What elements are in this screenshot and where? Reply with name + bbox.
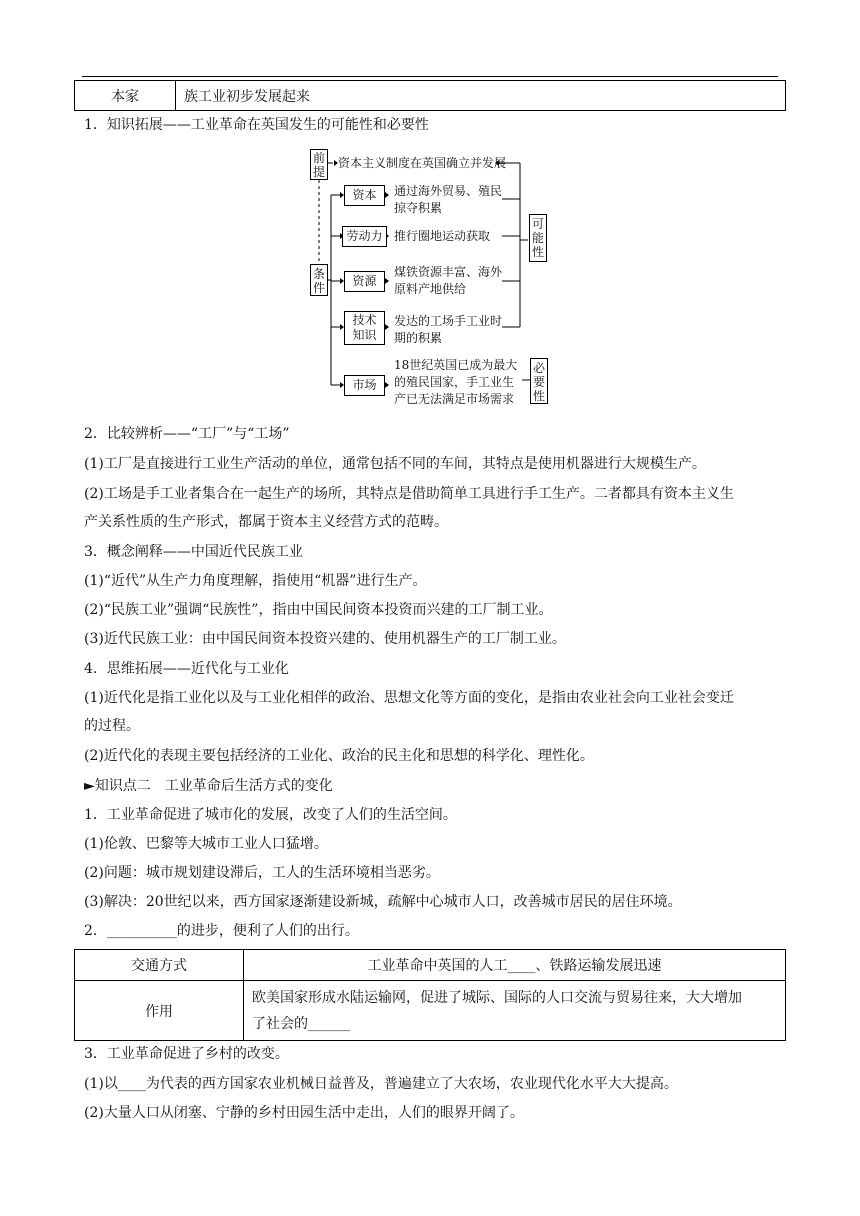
transport-table-header-left: 交通方式 <box>75 950 244 981</box>
para-workshop-1: (2)工场是手工业者集合在一起生产的场所，其特点是借助简单工具进行手工生产。二者都具有资本主义生 <box>84 486 734 502</box>
market-text-1: 18世纪英国已成为最大 <box>394 358 518 372</box>
tech-label-2: 知识 <box>352 328 377 342</box>
transport-effect-line-1: 欧美国家形成水陆运输网，促进了城际、国际的人口交流与贸易往来，大大增加 <box>252 989 742 1006</box>
para-problem: (2)问题：城市规划建设滞后，工人的生活环境相当恶劣。 <box>84 865 440 881</box>
top-table-right: 族工业初步发展起来 <box>176 81 786 111</box>
conditions-box: 条件 <box>310 264 328 296</box>
para-modernization-1: (1)近代化是指工业化以及与工业化相伴的政治、思想文化等方面的变化，是指由农业社会向工业社会变迁 <box>84 690 734 706</box>
resource-box: 资源 <box>344 271 385 292</box>
para-urbanization: 1．工业革命促进了城市化的发展，改变了人们的生活空间。 <box>84 807 457 823</box>
capital-box: 资本 <box>344 185 385 206</box>
labor-box: 劳动力 <box>342 226 387 247</box>
heading-concept: 3．概念阐释——中国近代民族工业 <box>84 544 303 560</box>
transport-table-effect <box>244 981 786 1041</box>
para-modern-national: (3)近代民族工业：由中国民间资本投资兴建的、使用机器生产的工厂制工业。 <box>84 631 566 647</box>
para-rural-1: (1)以____为代表的西方国家农业机械日益普及，普遍建立了大农场，农业现代化水平大大提高。 <box>84 1076 678 1092</box>
capital-text-1: 通过海外贸易、殖民 <box>394 184 503 198</box>
tech-text-2: 期的积累 <box>394 331 443 345</box>
para-modernization-3: (2)近代化的表现主要包括经济的工业化、政治的民主化和思想的科学化、理性化。 <box>84 748 594 764</box>
para-modern: (1)“近代”从生产力角度理解，指使用“机器”进行生产。 <box>84 573 427 589</box>
resource-text-1: 煤铁资源丰富、海外 <box>394 265 503 279</box>
para-national: (2)“民族工业”强调“民族性”，指由中国民间资本投资而兴建的工厂制工业。 <box>84 602 553 618</box>
tech-text-1: 发达的工场手工业时 <box>394 314 503 328</box>
transport-table-header-right: 工业革命中英国的人工____、铁路运输发展迅速 <box>244 950 786 981</box>
para-factory: (1)工厂是直接进行工业生产活动的单位，通常包括不同的车间，其特点是使用机器进行大规模生产。 <box>84 456 706 472</box>
market-text-2: 的殖民国家，手工业生 <box>394 375 515 389</box>
heading-knowledge-point-2: ►知识点二 工业革命后生活方式的变化 <box>84 778 333 794</box>
labor-text-1: 推行圈地运动获取 <box>394 229 491 243</box>
market-box: 市场 <box>344 375 385 396</box>
tech-box <box>344 311 385 345</box>
top-table-left: 本家 <box>75 81 176 111</box>
resource-text-2: 原料产地供给 <box>394 282 467 296</box>
possibility-box: 可能性 <box>529 214 547 262</box>
para-transport-progress: 2．__________的进步，便利了人们的出行。 <box>84 923 359 939</box>
heading-thinking: 4．思维拓展——近代化与工业化 <box>84 661 289 677</box>
para-modernization-2: 的过程。 <box>84 718 140 734</box>
transport-effect-line-2: 了社会的______ <box>252 1015 350 1032</box>
heading-knowledge-extension: 1．知识拓展——工业革命在英国发生的可能性和必要性 <box>84 117 429 133</box>
para-workshop-2: 产关系性质的生产形式，都属于资本主义经营方式的范畴。 <box>84 514 448 530</box>
para-london: (1)伦敦、巴黎等大城市工业人口猛增。 <box>84 836 328 852</box>
necessity-box: 必要性 <box>530 358 548 404</box>
tech-label-1: 技术 <box>352 313 377 327</box>
premise-box: 前提 <box>310 149 328 180</box>
premise-text: 资本主义制度在英国确立并发展 <box>338 156 507 170</box>
para-solution: (3)解决：20世纪以来，西方国家逐渐建设新城，疏解中心城市人口，改善城市居民的居住环境。 <box>84 894 682 910</box>
transport-table <box>74 949 786 1041</box>
capital-text-2: 掠夺积累 <box>394 201 443 215</box>
transport-table-effect-label: 作用 <box>75 981 244 1041</box>
market-text-3: 产已无法满足市场需求 <box>394 392 515 406</box>
heading-compare: 2．比较辨析——“工厂”与“工场” <box>84 426 290 442</box>
para-rural-2: (2)大量人口从闭塞、宁静的乡村田园生活中走出，人们的眼界开阔了。 <box>84 1105 524 1121</box>
para-rural: 3．工业革命促进了乡村的改变。 <box>84 1046 289 1062</box>
